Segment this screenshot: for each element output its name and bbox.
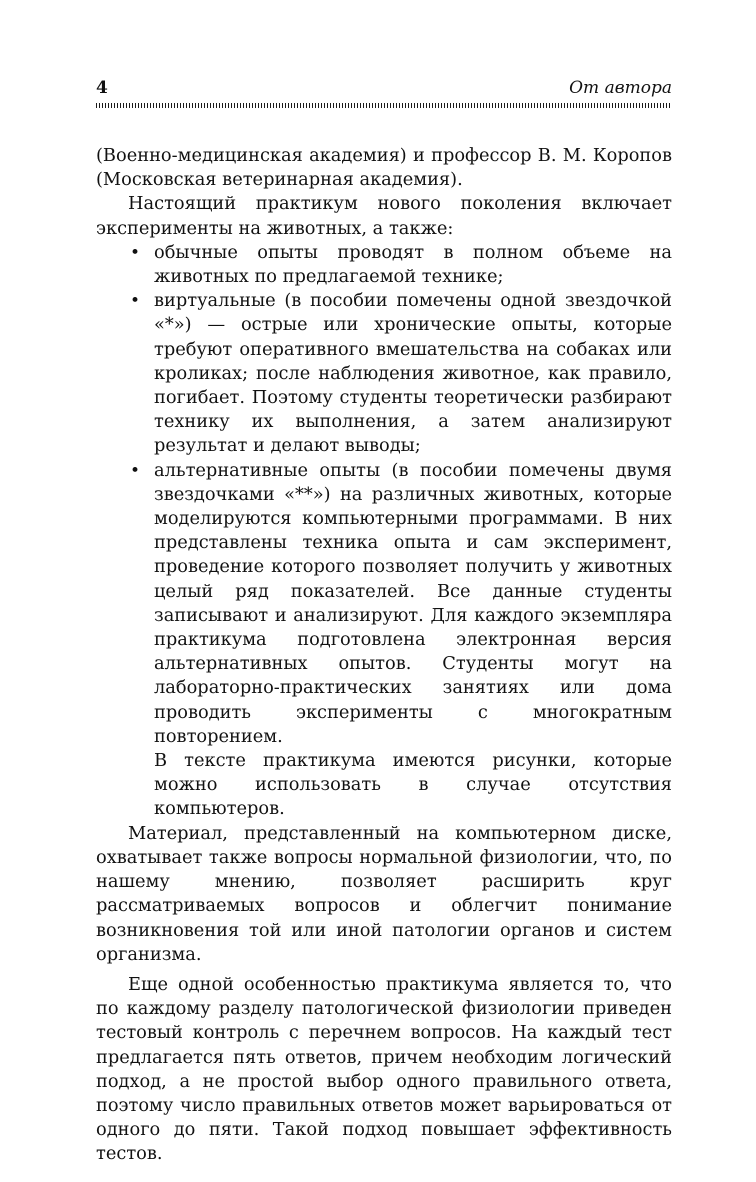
paragraph-intro: Настоящий практикум нового поколения включает эксперименты на животных, а также: xyxy=(96,193,672,239)
bullet-icon: • xyxy=(130,460,141,481)
paragraph-material: Материал, представленный на компьютерном диске, охватывает также вопросы нормальной физиологии, что, по нашему мнению, позволяет расширить круг рассматриваемых вопросов и облегчит понимание возникновения той или иной патологии органов и систем организма. xyxy=(96,822,672,965)
list-item-text: обычные опыты проводят в полном объеме на животных по предлагаемой технике; xyxy=(154,241,672,288)
list-item-text: альтернативные опыты (в пособии помечены двумя звездочками «**») на различных животных, которые моделируются компьютерными программами. В них представлены техника опыта и сам эксперимент, проведение которого позволяет получить у животных целый ряд показателей. Все данные студенты записывают и анализируют. Для каждого экземпляра практикума подготовлена электронная версия альтернативных опытов. Студенты могут на лабораторно-практических занятиях или дома проводить эксперименты с многократным повторением. xyxy=(154,459,672,747)
list-item xyxy=(130,289,672,458)
running-title: От автора xyxy=(569,78,672,98)
bullet-icon: • xyxy=(130,291,141,312)
paragraph-continuation: (Военно-медицинская академия) и профессор В. М. Коропов (Московская ветеринарная академия). xyxy=(96,145,672,191)
header-rule xyxy=(96,103,672,108)
bullet-list xyxy=(96,241,672,822)
book-page xyxy=(96,78,672,1167)
body-text xyxy=(96,144,672,1167)
page-number: 4 xyxy=(96,78,108,98)
bullet-icon: • xyxy=(130,242,141,263)
list-item-text: виртуальные (в пособии помечены одной звездочкой «*») — острые или хронические опыты, которые требуют оперативного вмешательства на собаках или кроликах; после наблюдения животное, как правило, погибает. Поэтому студенты теоретически разбирают технику их выполнения, а затем анализируют результат и делают выводы; xyxy=(154,290,672,457)
running-header xyxy=(96,78,672,100)
list-item xyxy=(130,459,672,822)
list-item xyxy=(130,241,672,289)
paragraph-tests: Еще одной особенностью практикума является то, что по каждому разделу патологической физиологии приведен тестовый контроль с перечнем вопросов. На каждый тест предлагается пять ответов, причем необходим логический подход, а не простой выбор одного правильного ответа, поэтому число правильных ответов может варьироваться от одного до пяти. Такой подход повышает эффективность тестов. xyxy=(96,973,672,1165)
list-item-extra: В тексте практикума имеются рисунки, которые можно использовать в случае отсутствия компьютеров. xyxy=(154,750,672,820)
